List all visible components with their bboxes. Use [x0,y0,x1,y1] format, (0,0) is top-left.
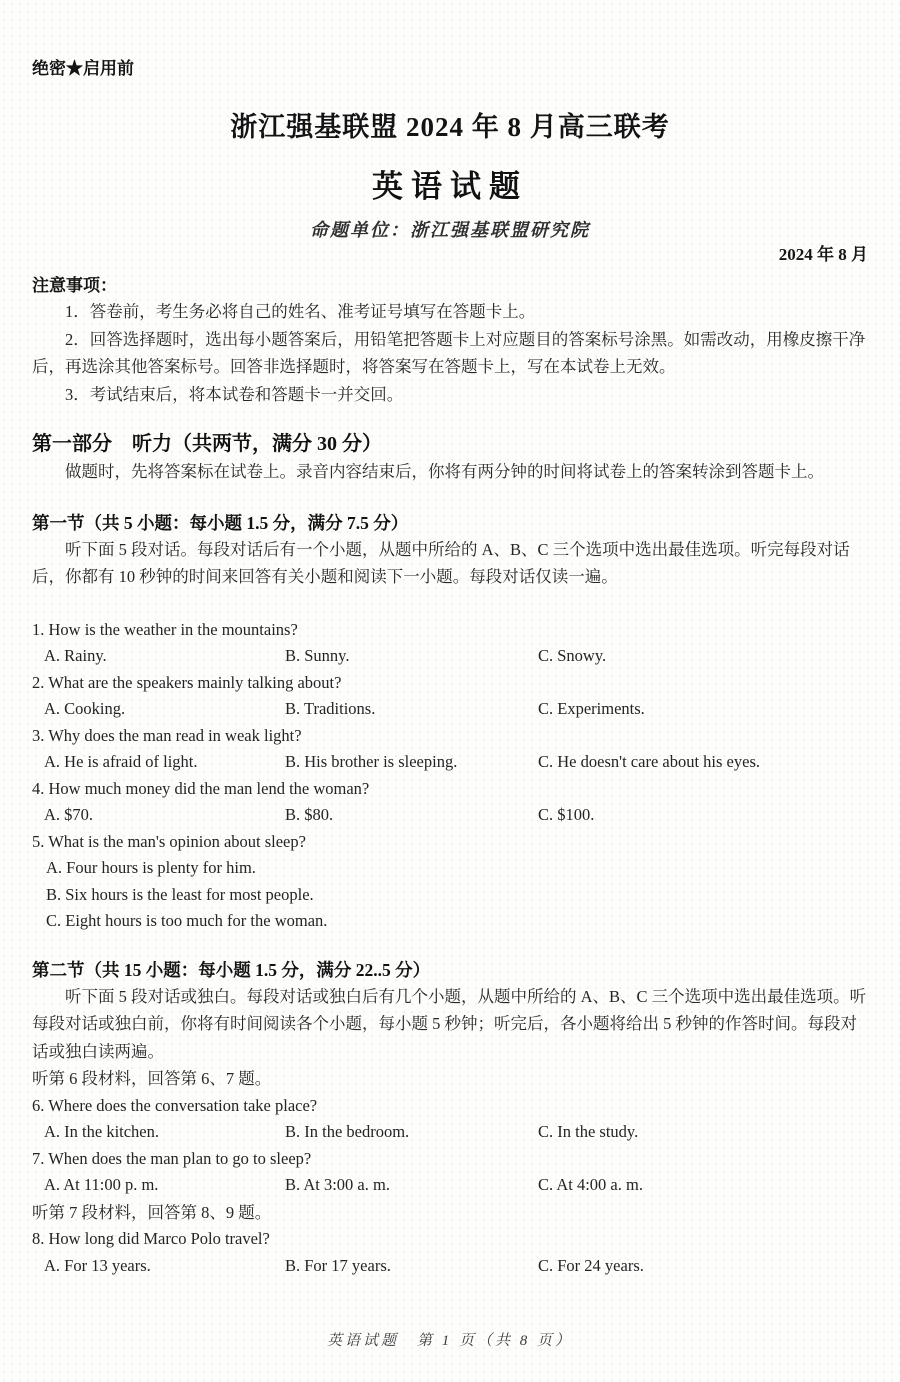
question-7-option-c: C. At 4:00 a. m. [538,1175,643,1194]
section2-intro: 听下面 5 段对话或独白。每段对话或独白后有几个小题，从题中所给的 A、B、C 三个选项中选出最佳选项。听每段对话或独白前，你将有时间阅读各个小题，每小题 5 秒钟；听完后，各小题将给出 5 秒钟的作答时间。每段对话或独白读两遍。 [32,986,867,1061]
question-3-option-b: B. His brother is sleeping. [285,752,458,771]
page-footer: 英语试题 第 1 页（共 8 页） [326,1333,573,1349]
question-2-text: 2. What are the speakers mainly talking about? [32,672,342,692]
question-1 [32,617,868,670]
question-4-options [32,802,868,829]
question-5-text: 5. What is the man's opinion about sleep? [32,831,306,851]
question-6-option-a: A. In the kitchen. [44,1122,160,1141]
question-1-option-c: C. Snowy. [538,646,607,665]
question-1-option-b: B. Sunny. [285,646,350,665]
question-6 [32,1093,868,1146]
part1-intro: 做题时，先将答案标在试卷上。录音内容结束后，你将有两分钟的时间将试卷上的答案转涂到答题卡上。 [65,462,824,481]
section1-intro: 听下面 5 段对话。每段对话后有一个小题，从题中所给的 A、B、C 三个选项中选出最佳选项。听完每段对话后，你都有 10 秒钟的时间来回答有关小题和阅读下一小题。每段对话仅读一遍。 [32,539,850,586]
section1-heading: 第一节（共 5 小题：每小题 1.5 分，满分 7.5 分） [32,512,409,533]
material-7-instruction: 听第 7 段材料，回答第 8、9 题。 [32,1202,272,1222]
question-5-option-c: C. Eight hours is too much for the woman. [46,911,328,930]
question-2-option-c: C. Experiments. [538,699,645,718]
question-4-option-c: C. $100. [538,805,595,824]
question-5-option-a: A. Four hours is plenty for him. [46,858,256,877]
question-7-text: 7. When does the man plan to go to sleep? [32,1148,312,1168]
question-3-text: 3. Why does the man read in weak light? [32,725,302,745]
question-3 [32,723,868,776]
question-4-text: 4. How much money did the man lend the woman? [32,778,370,798]
subject-title: 英语试题 [372,169,528,204]
question-4-option-b: B. $80. [285,805,334,824]
question-8-option-a: A. For 13 years. [44,1255,151,1275]
question-6-option-b: B. In the bedroom. [285,1122,410,1141]
question-7 [32,1146,868,1199]
question-3-option-c: C. He doesn't care about his eyes. [538,752,760,771]
notice-heading: 注意事项： [32,276,117,295]
question-8-text: 8. How long did Marco Polo travel? [32,1229,270,1248]
question-8-option-c: C. For 24 years. [538,1255,644,1275]
question-3-option-a: A. He is afraid of light. [44,752,198,771]
question-5 [32,829,868,935]
question-2-option-a: A. Cooking. [44,699,126,718]
section2-heading: 第二节（共 15 小题：每小题 1.5 分，满分 22..5 分） [32,959,431,980]
question-2-option-b: B. Traditions. [285,699,376,718]
exam-date: 2024 年 8 月 [778,245,868,264]
question-1-text: 1. How is the weather in the mountains? [32,619,298,639]
question-2-options [32,696,868,723]
question-5-option-b: B. Six hours is the least for most people. [46,884,314,904]
notice-item-2: 2．回答选择题时，选出每小题答案后，用铅笔把答题卡上对应题目的答案标号涂黑。如需改动，用橡皮擦干净后，再选涂其他答案标号。回答非选择题时，将答案写在答题卡上，写在本试卷上无效。 [32,329,866,376]
material-6-instruction: 听第 6 段材料，回答第 6、7 题。 [32,1069,272,1088]
question-7-options [32,1172,868,1199]
exam-title: 浙江强基联盟 2024 年 8 月高三联考 [230,112,670,142]
notice-item-1: 1．答卷前，考生务必将自己的姓名、准考证号填写在答题卡上。 [65,302,536,321]
classification-label: 绝密★启用前 [32,59,134,78]
question-8-option-b: B. For 17 years. [285,1255,391,1275]
notice-item-3: 3．考试结束后，将本试卷和答题卡一并交回。 [65,384,404,404]
question-6-option-c: C. In the study. [538,1122,639,1141]
question-7-option-a: A. At 11:00 p. m. [44,1175,159,1194]
question-7-option-b: B. At 3:00 a. m. [285,1175,390,1194]
issuing-unit: 命题单位：浙江强基联盟研究院 [310,220,590,240]
question-4 [32,776,868,829]
question-2 [32,670,868,723]
question-1-options [32,643,868,670]
question-3-options [32,749,868,776]
question-8-options [32,1253,868,1280]
question-8 [32,1226,868,1279]
question-4-option-a: A. $70. [44,805,94,824]
question-6-text: 6. Where does the conversation take place? [32,1095,318,1115]
question-6-options [32,1119,868,1146]
part1-heading: 第一部分 听力（共两节，满分 30 分） [32,433,382,455]
question-1-option-a: A. Rainy. [44,646,107,665]
